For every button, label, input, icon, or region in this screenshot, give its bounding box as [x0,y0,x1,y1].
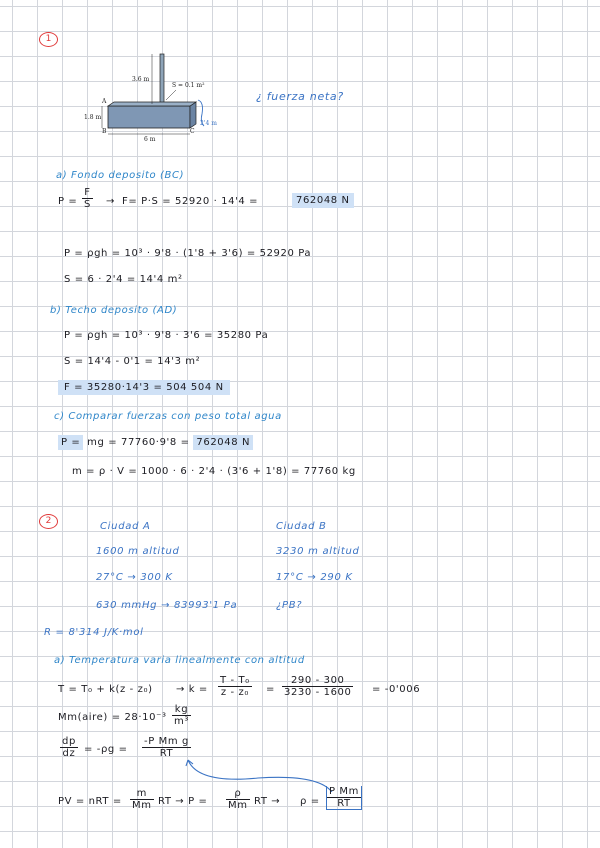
city-a-temperature: 27°C → 300 K [96,572,173,583]
molar-mass-unit [172,704,191,727]
part-c-title: c) Comparar fuerzas con peso total agua [54,411,282,422]
city-b-pressure: ¿PB? [276,600,303,611]
fraction-f-over-s [82,187,93,210]
part-b-pressure: P = ρgh = 10³ · 9'8 · 3'6 = 35280 Pa [64,330,269,341]
city-b-label: Ciudad B [276,521,327,532]
part-a-pressure: P = ρgh = 10³ · 9'8 · (1'8 + 3'6) = 52920 Pa [64,248,312,259]
dz-denominator: dz [62,748,76,759]
point-c-label: C [190,128,195,135]
ideal-gas-law: PV = nRT = [58,796,122,807]
linear-temperature-eq: T = T₀ + k(z - z₀) [58,684,153,695]
point-a-label: A [102,98,107,105]
k-denominator: z - z₀ [220,687,249,698]
k-fraction [218,675,252,698]
dp-dz-fraction [60,736,78,759]
dp-rhs-numerator: -P Mm g [144,736,189,747]
k-numeric-fraction [282,675,353,698]
rho-result-denominator: RT [337,798,351,809]
ideal-gas-middle: RT → P = [158,796,208,807]
city-a-altitude: 1600 m altitud [96,546,180,557]
dp-rhs-denominator: RT [159,748,174,759]
part-b-area: S = 14'4 - 0'1 = 14'3 m² [64,356,201,367]
part-a-formula: P = [58,196,78,207]
part-b-result: F = 35280·14'3 = 504 504 N [58,380,230,395]
rho-over-mm-fraction [226,788,250,811]
problem-1-number: 1 [39,32,58,47]
question-net-force: ¿ fuerza neta? [256,90,344,103]
k-label: → k = [176,684,208,695]
equals-sign: = [266,684,275,695]
dp-numerator: dp [62,736,76,747]
fraction-denominator: S [84,199,91,210]
unit-denominator: m³ [174,716,189,727]
m-over-mm-fraction [130,788,154,811]
fraction-numerator: F [82,187,93,199]
curved-arrow-icon [180,752,340,792]
tank-height-label: 1.8 m [84,114,102,121]
part-a-force-calc: F= P·S = 52920 · 14'4 = [122,196,259,207]
part-a-title: a) Fondo deposito (BC) [56,170,185,181]
problem-2-number: 2 [39,514,58,529]
part-a-area: S = 6 · 2'4 = 14'4 m² [64,274,183,285]
m-numerator: m [130,788,154,800]
tube-area-label: S = 0.1 m² [172,82,205,89]
unit-numerator: kg [172,704,191,716]
tank-figure [80,48,240,148]
city-b-altitude: 3230 m altitud [276,546,360,557]
mm-denominator: Mm [132,800,152,811]
tank-depth-label: 2'4 m [200,120,217,127]
rho-label: ρ = [300,796,320,807]
rho-mm-denominator: Mm [228,800,248,811]
k-numeric-denominator: 3230 - 1600 [284,687,352,698]
city-a-label: Ciudad A [100,521,151,532]
rho-result-numerator: P Mm [329,786,359,797]
city-a-pressure: 630 mmHg → 83993'1 Pa [96,600,238,611]
rho-numerator: ρ [226,788,250,800]
rho-fraction [326,786,362,810]
part-a-result: 762048 N [292,193,354,208]
ideal-gas-end: RT → [254,796,281,807]
k-numerator: T - T₀ [220,675,250,686]
tank-width-label: 6 m [144,136,156,143]
k-numeric-numerator: 290 - 300 [282,675,353,687]
gas-constant: R = 8'314 J/K·mol [44,627,144,638]
arrow: → [106,196,115,207]
part-c-mass: m = ρ · V = 1000 · 6 · 2'4 · (3'6 + 1'8) = 77760 kg [72,466,356,477]
dp-dz-middle: = -ρg = [84,744,128,755]
city-b-temperature: 17°C → 290 K [276,572,353,583]
tube-height-label: 3.6 m [132,76,150,83]
k-value: = -0'006 [372,684,421,695]
part-c-result: P = mg = 77760·9'8 = 762048 N [58,437,253,448]
part-2a-title: a) Temperatura varia linealmente con altitud [54,655,305,666]
molar-mass: Mm(aire) = 28·10⁻³ [58,712,167,723]
part-b-title: b) Techo deposito (AD) [50,305,178,316]
point-b-label: B [102,128,107,135]
